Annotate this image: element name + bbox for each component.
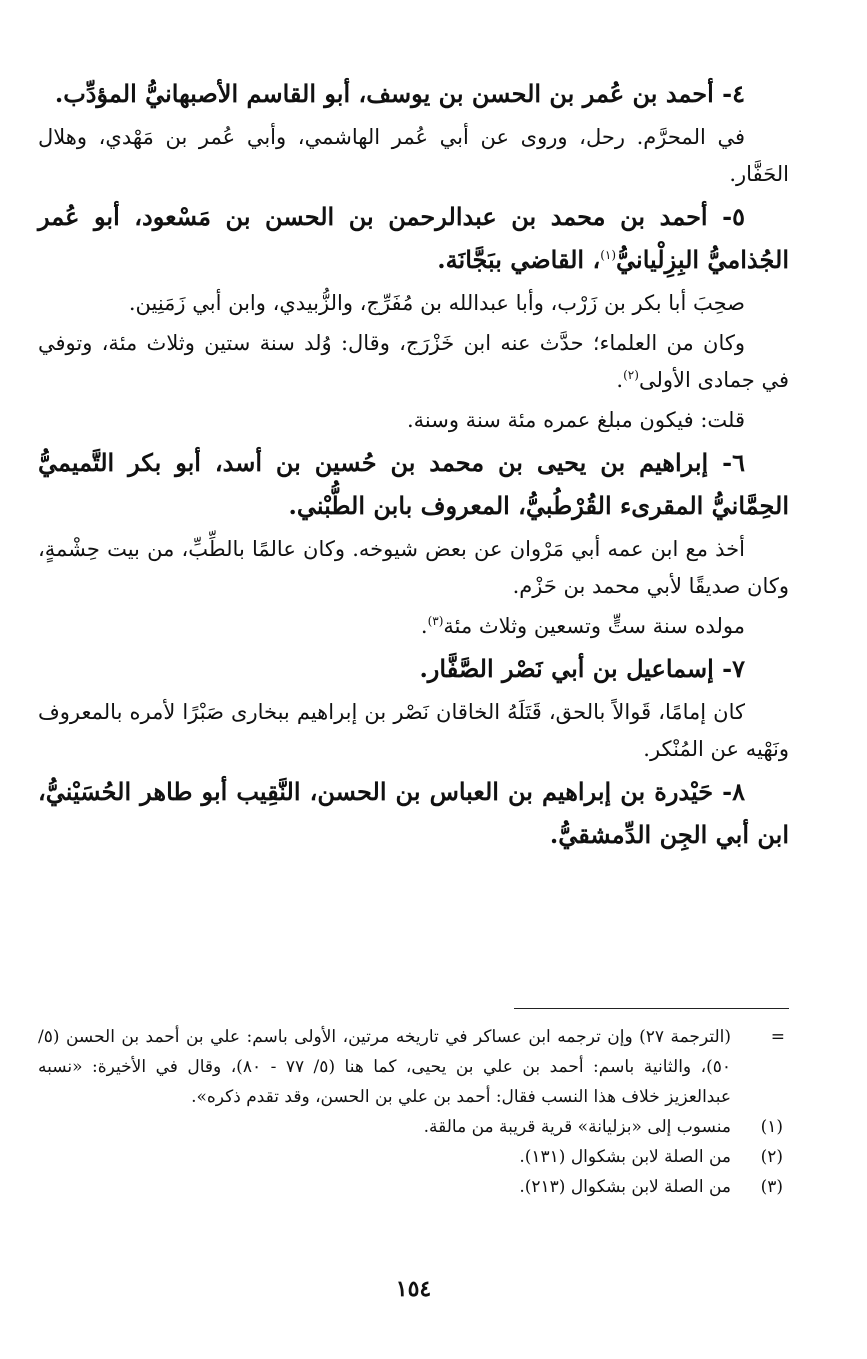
entry-paragraph: كان إمامًا، قَوالاً بالحق، قَتَلَهُ الخاقان نَصْر بن إبراهيم ببخارى صَبْرًا لأمره بالمعروف ونَهْيه عن المُنْكر. bbox=[38, 700, 789, 761]
footnote-ref: (٢) bbox=[623, 368, 639, 382]
entry-paragraph-text: وكان من العلماء؛ حدَّث عنه ابن خَزْرَج، وقال: وُلد سنة ستين وثلاث مئة، وتوفي في جمادى الأولى bbox=[38, 331, 789, 392]
entry-heading: ٦- إبراهيم بن يحيى بن محمد بن حُسين بن أسد، أبو بكر التَّميميُّ الحِمَّانيُّ المقرىء القُرْطُبيُّ، المعروف بابن الطُّبْني. bbox=[38, 448, 789, 520]
footnotes bbox=[38, 1022, 789, 1202]
footnote-item bbox=[38, 1112, 789, 1142]
entry-paragraph: قلت: فيكون مبلغ عمره مئة سنة وسنة. bbox=[407, 408, 745, 432]
entry-body bbox=[38, 285, 789, 439]
biography-entry bbox=[38, 647, 789, 768]
footnote-item bbox=[38, 1142, 789, 1172]
biography-entry bbox=[38, 441, 789, 645]
footnote-ref: (١) bbox=[600, 248, 617, 262]
entry-heading: ٤- أحمد بن عُمر بن الحسن بن يوسف، أبو القاسم الأصبهانيُّ المؤدِّب. bbox=[54, 79, 745, 108]
footnote-continuation bbox=[38, 1022, 789, 1112]
biography-entry bbox=[38, 770, 789, 856]
entry-paragraph: في المحرَّم. رحل، وروى عن أبي عُمر الهاشمي، وأبي عُمر بن مَهْدي، وهلال الحَفَّار. bbox=[38, 125, 789, 186]
entry-heading: ٨- حَيْدرة بن إبراهيم بن العباس بن الحسن، النَّقِيب أبو طاهر الحُسَيْنيُّ، ابن أبي الجِن الدِّمشقيُّ. bbox=[38, 777, 789, 849]
entry-paragraph: أخذ مع ابن عمه أبي مَرْوان عن بعض شيوخه. وكان عالمًا بالطِّبِّ، من بيت حِشْمةٍ، وكان صديقًا لأبي محمد بن حَزْم. bbox=[38, 537, 789, 598]
biography-entry bbox=[38, 72, 789, 193]
entry-paragraph-tail: . bbox=[616, 368, 624, 392]
entry-paragraph bbox=[38, 608, 789, 645]
footnote-divider bbox=[514, 1008, 789, 1009]
book-page bbox=[38, 72, 789, 1332]
entry-body bbox=[38, 531, 789, 645]
entry-heading bbox=[38, 195, 789, 281]
entry-body bbox=[38, 119, 789, 193]
footnote-text: من الصلة لابن بشكوال (٢١٣). bbox=[519, 1177, 731, 1197]
biography-entry bbox=[38, 195, 789, 439]
continuation-mark: = bbox=[770, 1027, 785, 1047]
entry-paragraph-text: مولده سنة ستٍّ وتسعين وثلاث مئة bbox=[443, 614, 745, 638]
entry-paragraph: صحِبَ أبا بكر بن زَرْب، وأبا عبدالله بن مُفَرِّج، والزُّبيدي، وابن أبي زَمَنِين. bbox=[128, 291, 745, 315]
entry-body bbox=[38, 694, 789, 768]
footnote-text: (الترجمة ٢٧) وإن ترجمه ابن عساكر في تاريخه مرتين، الأولى باسم: علي بن أحمد بن الحسن (٥/ ٥٠)، والثانية باسم: أحمد بن علي بن يحيى، كما هنا (٥/ ٧٧ - ٨٠)، وقال في الأخيرة: «نسبه عبدالعزيز خلاف هذا النسب فقال: أحمد بن علي بن الحسن، وقد تقدم ذكره». bbox=[38, 1027, 731, 1107]
entry-heading: ٧- إسماعيل بن أبي نَصْر الصَّفَّار. bbox=[419, 654, 745, 683]
footnote-ref: (٣) bbox=[427, 614, 444, 628]
entry-paragraph bbox=[38, 325, 789, 399]
footnote-number: (٣) bbox=[760, 1177, 783, 1197]
footnote-number: (١) bbox=[760, 1117, 783, 1137]
footnote-text: من الصلة لابن بشكوال (١٣١). bbox=[519, 1147, 731, 1167]
entry-paragraph-tail: . bbox=[420, 614, 428, 638]
entry-heading-tail: ، القاضي ببَجَّانَة. bbox=[437, 245, 601, 274]
footnote-number: (٢) bbox=[760, 1147, 783, 1167]
page-number: ١٥٤ bbox=[395, 1276, 432, 1302]
footnote-text: منسوب إلى «بزليانة» قرية قريبة من مالقة. bbox=[423, 1117, 731, 1137]
footnote-item bbox=[38, 1172, 789, 1202]
entry-heading-text: ٥- أحمد بن محمد بن عبدالرحمن بن الحسن بن مَسْعود، أبو عُمر الجُذاميُّ البِزِلْيانيُّ bbox=[38, 202, 789, 274]
